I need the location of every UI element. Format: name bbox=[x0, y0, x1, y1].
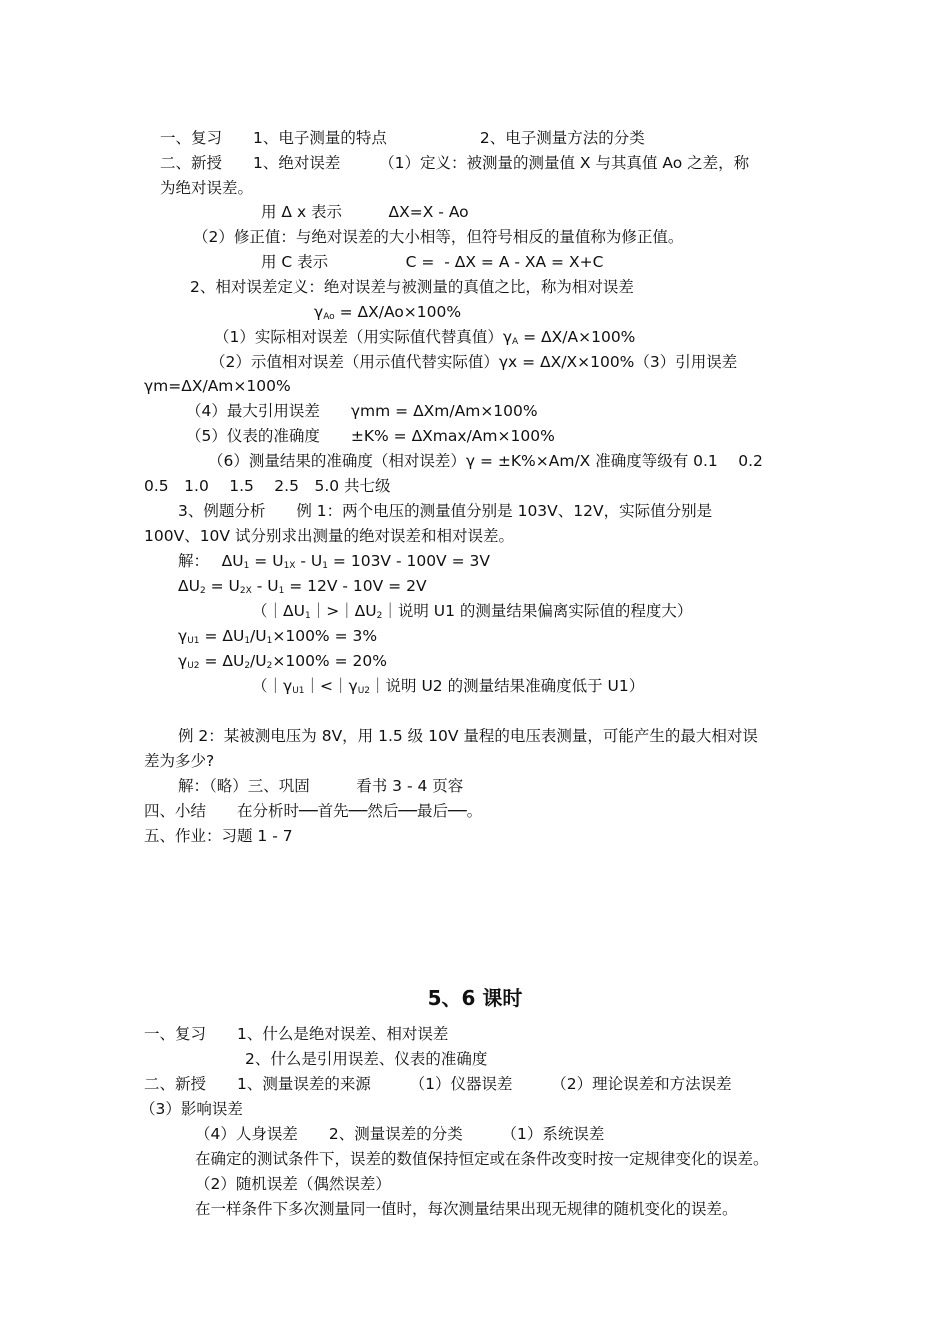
formula-line: （1）实际相对误差（用实际值代替真值）$\gamma_A = \Delta X/A\times 100\%$ bbox=[214, 328, 636, 347]
text-line: 2、什么是引用误差、仪表的准确度 bbox=[245, 1050, 488, 1068]
text-line: 一、复习 1、什么是绝对误差、相对误差 bbox=[144, 1025, 449, 1043]
formula-line: $\gamma_{U2} = \Delta U_2/U_2\times 100\% = 20\%$ bbox=[178, 652, 387, 671]
formula-line: （$|\gamma_{U1}|<|\gamma_{U2}|$说明 U2 的测量结果准确度低于 U1） bbox=[252, 677, 645, 696]
formula-line: $\Delta U_2 = U_{2X} - U_1 = 12V - 10V = 2V$ bbox=[178, 577, 427, 596]
text-line: （2）示值相对误差（用示值代替实际值）γx = ΔX/X×100%（3）引用误差 bbox=[210, 353, 738, 371]
text-line: （4）人身误差 2、测量误差的分类 （1）系统误差 bbox=[195, 1125, 605, 1143]
text-line: 3、例题分析 例 1：两个电压的测量值分别是 103V、12V，实际值分别是 bbox=[178, 502, 713, 520]
text-line: 二、新授 1、测量误差的来源 （1）仪器误差 （2）理论误差和方法误差 bbox=[144, 1075, 732, 1093]
text-line: （4）最大引用误差 γmm = ΔXm/Am×100% bbox=[186, 402, 538, 420]
text-line: 五、作业：习题 1 - 7 bbox=[144, 827, 293, 845]
text-line: 用 C 表示 C = - ΔX = A - XA = X+C bbox=[261, 253, 604, 271]
text-line: 在一样条件下多次测量同一值时，每次测量结果出现无规律的随机变化的误差。 bbox=[195, 1200, 738, 1218]
text-line: γm=ΔX/Am×100% bbox=[144, 377, 291, 395]
text-line: 在确定的测试条件下，误差的数值保持恒定或在条件改变时按一定规律变化的误差。 bbox=[195, 1150, 769, 1168]
text-line: 差为多少? bbox=[144, 752, 215, 770]
text-line: 解：（略）三、巩固 看书 3 - 4 页容 bbox=[178, 777, 464, 795]
text-line: （2）修正值：与绝对误差的大小相等，但符号相反的量值称为修正值。 bbox=[193, 228, 684, 246]
text-line: （5）仪表的准确度 ±K% = ΔXmax/Am×100% bbox=[186, 427, 555, 445]
formula-line: （$|\Delta U_1|>|\Delta U_2|$说明 U1 的测量结果偏离实际值的程度大） bbox=[252, 602, 693, 621]
formula-line: $\gamma_{Ao} = \Delta X/Ao\times 100\%$ bbox=[314, 303, 462, 322]
text-line: （3）影响误差 bbox=[140, 1100, 243, 1118]
text-line: 例 2：某被测电压为 8V，用 1.5 级 10V 量程的电压表测量，可能产生的最大相对误 bbox=[178, 727, 758, 745]
text-line: 四、小结 在分析时──首先──然后──最后──。 bbox=[144, 802, 483, 820]
text-line: 0.5 1.0 1.5 2.5 5.0 共七级 bbox=[144, 477, 391, 495]
text-line: （6）测量结果的准确度（相对误差）γ = ±K%×Am/X 准确度等级有 0.1 0.2 bbox=[208, 452, 763, 470]
formula-line: $\gamma_{U1} = \Delta U_1/U_1\times 100\% = 3\%$ bbox=[178, 627, 378, 646]
text-line: 100V、10V 试分别求出测量的绝对误差和相对误差。 bbox=[144, 527, 514, 545]
section-title: 5、6 课时 bbox=[427, 986, 523, 1010]
text-line: 为绝对误差。 bbox=[160, 179, 254, 197]
text-line: 一、复习 1、电子测量的特点 2、电子测量方法的分类 bbox=[160, 129, 645, 147]
text-line: 二、新授 1、绝对误差 （1）定义：被测量的测量值 X 与其真值 Ao 之差，称 bbox=[160, 154, 750, 172]
text-line: 用 Δ x 表示 ΔX=X - Ao bbox=[261, 203, 469, 221]
text-line: （2）随机误差（偶然误差） bbox=[195, 1175, 391, 1193]
formula-line: 解： $\Delta U_1 = U_{1X} - U_1 = 103V - 100V = 3V$ bbox=[178, 552, 490, 571]
text-line: 2、相对误差定义：绝对误差与被测量的真值之比，称为相对误差 bbox=[190, 278, 634, 296]
